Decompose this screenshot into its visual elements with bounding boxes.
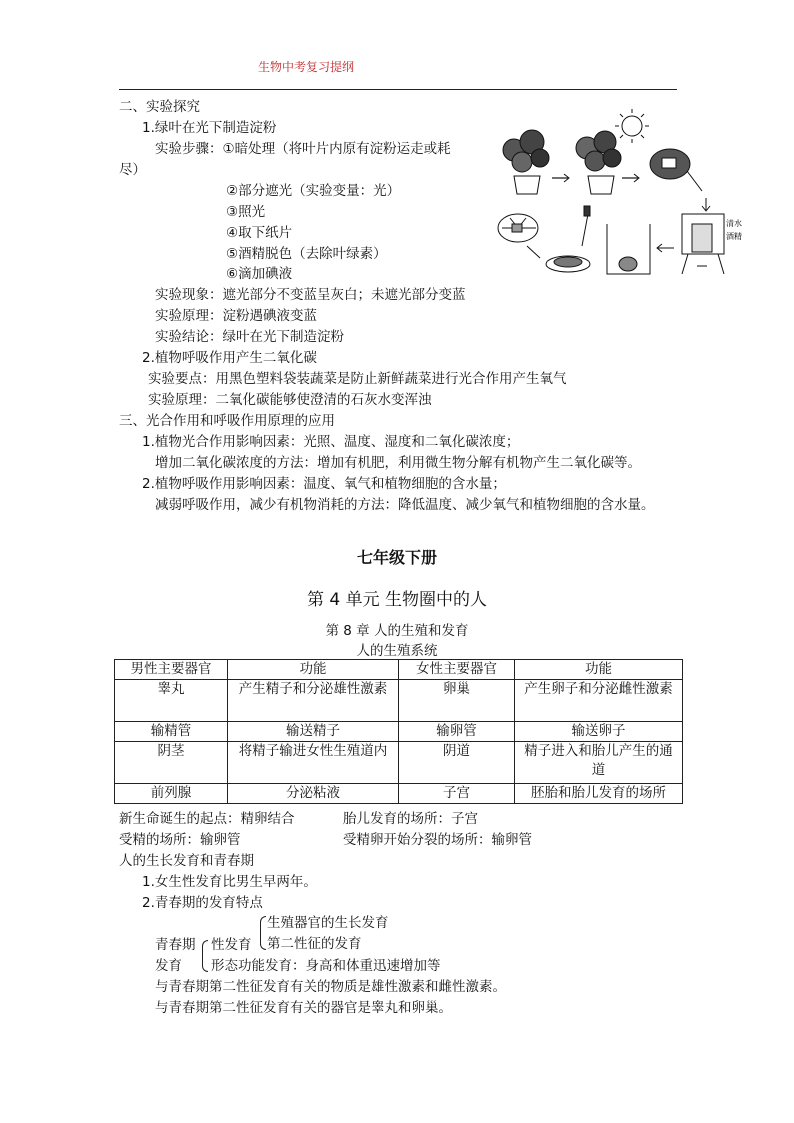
fact-fertilization-site: 受精的场所：输卵管 — [119, 832, 241, 848]
exp1-step: ⑥滴加碘液 — [226, 266, 293, 282]
section3-title: 三、光合作用和呼吸作用原理的应用 — [119, 413, 335, 429]
table-cell: 阴茎 — [115, 742, 228, 784]
table-cell: 睾丸 — [115, 680, 228, 722]
table-cell: 阴道 — [399, 742, 515, 784]
sex-development: 性发育 — [211, 937, 252, 953]
grade-heading: 七年级下册 — [356, 548, 437, 567]
table-cell: 分泌粘液 — [228, 784, 399, 804]
table-cell: 胚胎和胎儿发育的场所 — [515, 784, 683, 804]
section-subtitle: 人的生殖系统 — [356, 643, 438, 659]
growth-p2: 2.青春期的发育特点 — [142, 895, 263, 911]
table-row — [115, 742, 683, 784]
leaf-icon — [498, 214, 538, 242]
unit-heading: 第 4 单元 生物圈中的人 — [306, 590, 488, 610]
table-cell: 精子进入和胎儿产生的通道 — [515, 742, 683, 784]
table-row — [115, 784, 683, 804]
growth-note1: 与青春期第二性征发育有关的物质是雄性激素和雌性激素。 — [155, 979, 506, 995]
table-header-cell: 功能 — [515, 660, 683, 680]
table-cell: 前列腺 — [115, 784, 228, 804]
exp1-steps-line2: 尽） — [119, 162, 146, 178]
exp2-key: 实验要点：用黑色塑料袋装蔬菜是防止新鲜蔬菜进行光合作用产生氧气 — [148, 371, 567, 387]
table-cell: 卵巢 — [399, 680, 515, 722]
branch-reproductive-organs: 生殖器官的生长发育 — [267, 915, 389, 931]
reproductive-organs-table — [114, 659, 683, 804]
fact-fetus-site: 胎儿发育的场所：子宫 — [343, 811, 478, 827]
exp1-principle: 实验原理：淀粉遇碘液变蓝 — [155, 308, 317, 324]
leaf-icon — [650, 149, 702, 191]
growth-p1: 1.女生性发育比男生早两年。 — [142, 874, 317, 890]
exp1-conclusion: 实验结论：绿叶在光下制造淀粉 — [155, 329, 344, 345]
chapter-heading: 第 8 章 人的生殖和发育 — [325, 623, 469, 639]
puberty-root-line1: 青春期 — [155, 937, 196, 953]
exp1-step: ⑤酒精脱色（去除叶绿素） — [226, 246, 387, 262]
arrow-icon — [527, 246, 540, 258]
label-water: 清水 — [726, 219, 742, 228]
table-cell: 输送卵子 — [515, 722, 683, 742]
section3-p1: 1.植物光合作用影响因素：光照、温度、湿度和二氧化碳浓度； — [142, 434, 520, 450]
exp1-title: 1.绿叶在光下制造淀粉 — [142, 120, 277, 136]
section3-p2: 2.植物呼吸作用影响因素：温度、氧气和植物细胞的含水量； — [142, 476, 506, 492]
section2-title: 二、实验探究 — [119, 99, 200, 115]
potted-plant-icon — [576, 131, 621, 194]
table-cell: 产生精子和分泌雄性激素 — [228, 680, 399, 722]
page-header-title: 生物中考复习提纲 — [258, 60, 355, 74]
growth-note2: 与青春期第二性征发育有关的器官是睾丸和卵巢。 — [155, 1000, 452, 1016]
fact-division-site: 受精卵开始分裂的场所：输卵管 — [343, 832, 532, 848]
experiment-illustration — [492, 106, 744, 282]
brace-icon — [202, 940, 208, 972]
petri-dish-icon — [546, 256, 590, 272]
header-rule — [119, 89, 677, 90]
table-header-cell: 男性主要器官 — [115, 660, 228, 680]
exp1-phenomenon: 实验现象：遮光部分不变蓝呈灰白；未遮光部分变蓝 — [155, 287, 466, 303]
water-bath-icon — [682, 214, 724, 274]
exp2-principle: 实验原理：二氧化碳能够使澄清的石灰水变浑浊 — [148, 392, 432, 408]
table-header-cell: 女性主要器官 — [399, 660, 515, 680]
exp1-step: ③照光 — [226, 204, 266, 220]
table-row — [115, 722, 683, 742]
potted-plant-icon — [503, 130, 549, 194]
beaker-icon — [607, 224, 650, 274]
table-cell: 输精管 — [115, 722, 228, 742]
exp2-title: 2.植物呼吸作用产生二氧化碳 — [142, 350, 317, 366]
table-row — [115, 680, 683, 722]
exp1-steps-line1: 实验步骤：①暗处理（将叶片内原有淀粉运走或耗 — [155, 141, 451, 157]
sun-icon — [615, 109, 649, 143]
brace-icon — [260, 916, 266, 950]
table-cell: 输卵管 — [399, 722, 515, 742]
table-header-cell: 功能 — [228, 660, 399, 680]
label-alcohol: 酒精 — [726, 232, 742, 241]
section3-p2b: 减弱呼吸作用，减少有机物消耗的方法：降低温度、减少氧气和植物细胞的含水量。 — [155, 497, 655, 513]
table-cell: 输送精子 — [228, 722, 399, 742]
dropper-icon — [582, 206, 590, 246]
section3-p1b: 增加二氧化碳浓度的方法：增加有机肥，利用微生物分解有机物产生二氧化碳等。 — [155, 455, 641, 471]
table-cell: 子宫 — [399, 784, 515, 804]
exp1-step: ④取下纸片 — [226, 225, 293, 241]
puberty-root-line2: 发育 — [155, 958, 182, 974]
exp1-step: ②部分遮光（实验变量：光） — [226, 183, 401, 199]
form-function-development: 形态功能发育：身高和体重迅速增加等 — [211, 958, 441, 974]
table-cell: 将精子输进女性生殖道内 — [228, 742, 399, 784]
branch-secondary-traits: 第二性征的发育 — [267, 936, 362, 952]
table-cell: 产生卵子和分泌雌性激素 — [515, 680, 683, 722]
fact-life-start: 新生命诞生的起点：精卵结合 — [119, 811, 295, 827]
growth-title: 人的生长发育和青春期 — [119, 853, 254, 869]
table-header-row — [115, 660, 683, 680]
